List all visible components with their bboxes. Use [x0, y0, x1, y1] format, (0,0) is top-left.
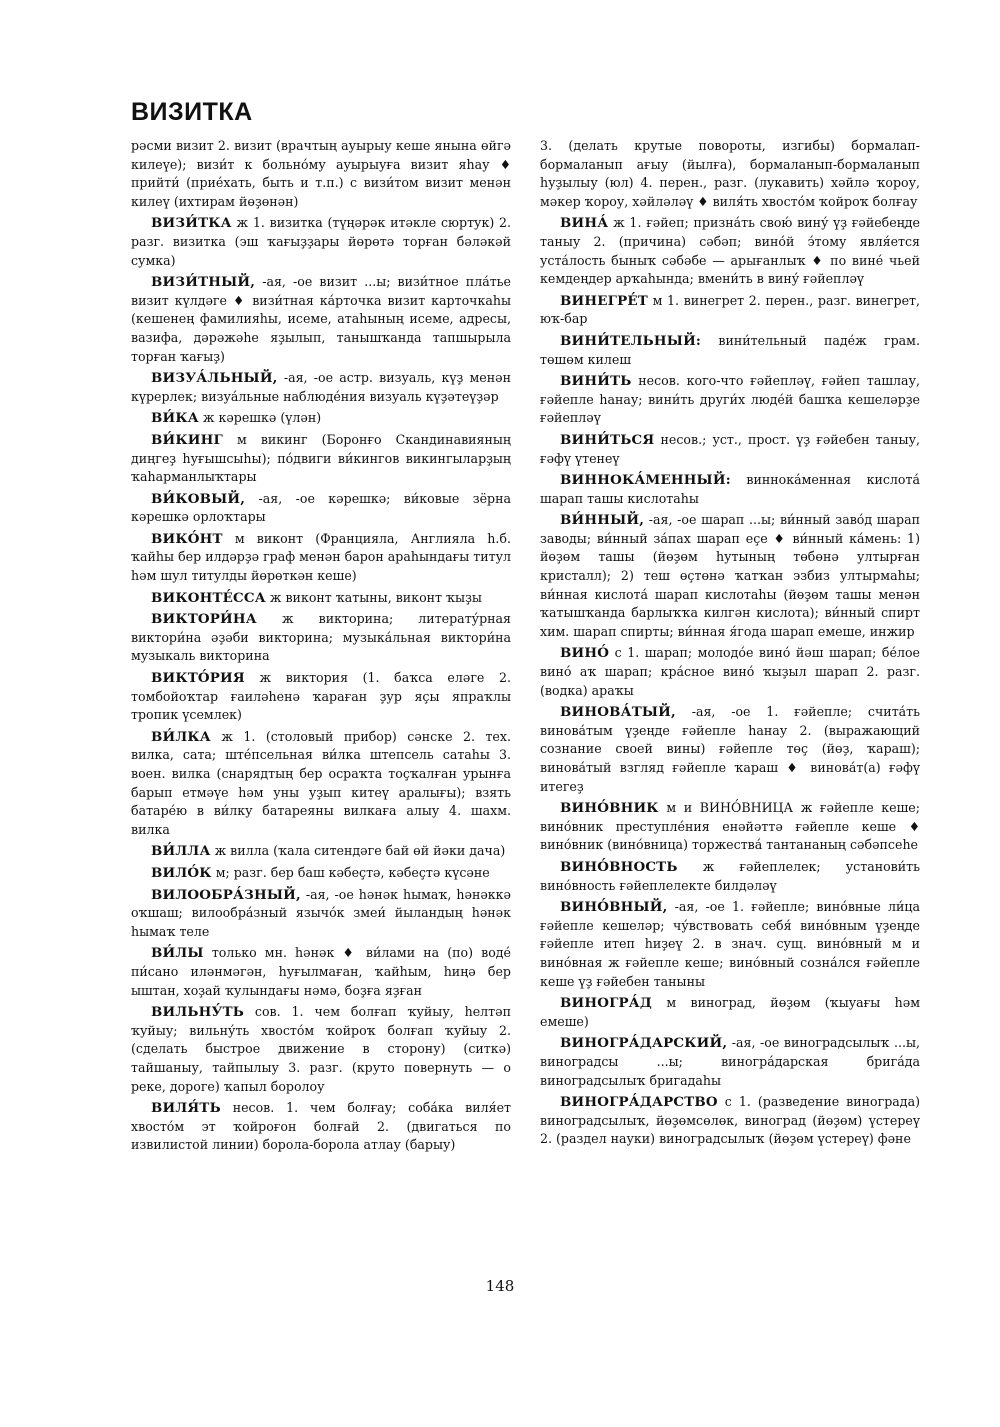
- entry-headword: ВИНИ́ТЕЛЬНЫЙ:: [560, 332, 702, 349]
- dictionary-entry: [131, 490, 511, 527]
- entry-headword: ВИНЕГРЕ́Т: [560, 292, 648, 309]
- entry-definition: м виноград, йөҙөм (ҡыуағы һәм емеше): [540, 995, 920, 1029]
- entry-headword: ВИКО́НТ: [151, 530, 223, 547]
- dictionary-entry: [540, 292, 920, 329]
- entry-definition: виннока́менная кислота́ шарап ташы кислотаһы: [540, 472, 920, 506]
- dictionary-entry: [540, 898, 920, 991]
- dictionary-entry: [131, 610, 511, 666]
- dictionary-entry: [131, 864, 511, 883]
- entry-definition: 3. (делать крутые повороты, изгибы) бормалап-бормаланып ағыу (йылға), бормаланып-бормаланып һуҙылыу (юл) 4. перен., разг. (лукавить) хәйлә ҡороу, мәкер ҡороу, хәйләләү ♦ виля́ть хвосто́м ҡойроҡ болғау: [540, 138, 920, 209]
- entry-definition: м; разг. бер баш кәбеҫтә, кәбеҫтә күсәне: [215, 864, 490, 880]
- entry-definition: ж 1. ғәйеп; призна́ть свою́ вину́ үҙ ғәйебеңде таныу 2. (причина) сәбәп; вино́й э́тому явля́ется уста́лость быныҡ сәбәбе — арығанлыҡ ♦ по вине́ чьей кемдеңдер арҡаһында; вмени́ть в вину́ ғәйепләү: [540, 215, 920, 287]
- entry-headword: ВИ́КОВЫЙ,: [151, 490, 246, 507]
- dictionary-entry: [131, 886, 511, 942]
- dictionary-entry: [131, 369, 511, 406]
- dictionary-entry: [131, 1003, 511, 1096]
- entry-definition: -ая, -ое визит ...ы; визи́тное пла́тье визит күлдәге ♦ визи́тная ка́рточка визит карточкаһы (кешенең фамилияһы, исеме, атаһының исеме, адресы, вазифа, дәрәжәһе яҙылып, танышҡанда тапшырыла торған ҡағыҙ): [131, 274, 511, 364]
- dictionary-entry: [131, 530, 511, 586]
- entry-definition: -ая, -ое шарап ...ы; ви́нный заво́д шарап заводы; ви́нный за́пах шарап еҫе ♦ ви́нный ка́мень: 1) йөҙөм ташы (йөҙөм һутының төбөнә ултырған кристалл); 2) теш өҫтөнә ҡатҡан эзбиз ултырмаһы; ви́нная кислота́ шарап кислотаһы (йөҙөм ташы менән ҡатышҡанда барлыҡҡа килгән кислота); ви́нный спирт хим. шарап спирты; ви́нная я́года шарап емеше, инжир: [540, 512, 920, 639]
- entry-headword: ВИНО́ВНИК: [560, 800, 659, 817]
- entry-headword: ВИНОГРА́ДАРСКИЙ,: [560, 1035, 728, 1052]
- entry-headword: ВИЛЬНУ́ТЬ: [151, 1004, 244, 1021]
- entry-headword: ВИКОНТЕ́ССА: [151, 589, 266, 606]
- entry-headword: ВИНОВА́ТЫЙ,: [560, 704, 676, 721]
- dictionary-entry: [131, 944, 511, 1000]
- dictionary-entry: [540, 511, 920, 641]
- entry-headword: ВИННОКА́МЕННЫЙ:: [560, 472, 731, 489]
- entry-headword: ВИ́КИНГ: [151, 431, 223, 448]
- entry-definition: ж виктория (1. баҡса еләге 2. томбойоҡтар ғаиләһенә ҡараған ҙур яҫы япраҡлы тропик үсемлек): [131, 670, 511, 723]
- entry-definition: несов.; уст., прост. үҙ ғәйебен таныу, ғәфү үтенеү: [540, 431, 920, 466]
- entry-definition: -ая, -ое кәрешкә; ви́ковые зёрна кәрешкә орлоҡтары: [131, 490, 511, 525]
- dictionary-entry: [540, 431, 920, 468]
- entry-headword: ВИЗИ́ТНЫЙ,: [151, 274, 256, 291]
- dictionary-entry: [131, 137, 511, 211]
- entry-headword: ВИ́КА: [151, 410, 199, 427]
- page-number: 148: [485, 1277, 515, 1295]
- entry-definition: м викинг (Боронғо Скандинавияның диңгеҙ һуғышсыһы); по́двиги ви́кингов викингыларҙың ҡаһарманлыҡтары: [131, 431, 511, 485]
- entry-headword: ВИЗУА́ЛЬНЫЙ,: [151, 370, 278, 387]
- dictionary-entry: [540, 137, 920, 211]
- entry-headword: ВИНО́: [560, 645, 610, 662]
- entry-headword: ВИЗИ́ТКА: [151, 215, 232, 232]
- entry-definition: с 1. шарап; молодо́е вино́ йәш шарап; бе́лое вино́ аҡ шарап; кра́сное вино́ ҡыҙыл шарап 2. разг. (водка) араҡы: [540, 645, 920, 698]
- entry-definition: ж ғәйеплелек; установи́ть вино́вность ғәйеплелекте билдәләү: [540, 858, 920, 893]
- entry-headword: ВИНО́ВНОСТЬ: [560, 858, 678, 875]
- dictionary-entry: [540, 644, 920, 700]
- entry-definition: несов. кого-что ғәйепләү, ғәйеп ташлау, ғәйепле һанау; вини́ть други́х люде́й башҡа кешеләрҙе ғәйепләү: [540, 373, 920, 426]
- entry-headword: ВИКТО́РИЯ: [151, 670, 245, 687]
- dictionary-entry: [131, 1099, 511, 1155]
- entry-headword: ВИНО́ВНЫЙ,: [560, 899, 668, 916]
- entry-definition: м виконт (Францияла, Англияла һ.б. ҡайһы бер илдәрҙә граф менән барон араһындағы титул һәм шул титулды йөрөткән кеше): [131, 530, 511, 584]
- dictionary-entry: [131, 409, 511, 428]
- entry-headword: ВИ́ННЫЙ,: [560, 512, 645, 529]
- entry-definition: с 1. (разведение винограда) виноградсылыҡ, йөҙөмсөлөк, виноград (йөҙөм) үстереү 2. (раздел науки) виноградсылыҡ (йөҙөм үстереү) фәне: [540, 1094, 920, 1147]
- right-column: [540, 137, 920, 1152]
- dictionary-entry: [540, 799, 920, 855]
- dictionary-entry: [540, 332, 920, 369]
- dictionary-entry: [131, 728, 511, 840]
- dictionary-entry: [131, 431, 511, 487]
- dictionary-entry: [131, 669, 511, 725]
- dictionary-entry: [540, 1034, 920, 1090]
- dictionary-entry: [540, 471, 920, 508]
- dictionary-entry: [131, 842, 511, 861]
- entry-definition: -ая, -ое виноградсылыҡ ...ы, виноградсы ...ы; виногра́дарская брига́да виноградсылыҡ бригадаһы: [540, 1035, 920, 1088]
- running-head: ВИЗИТКА: [131, 98, 253, 126]
- entry-definition: ж викторина; литерату́рная виктори́на әҙәби викторина; музыка́льная виктори́на музыкаль викторина: [131, 611, 511, 664]
- entry-definition: только мн. һәнәк ♦ ви́лами на (по) воде́ пи́сано иләнмәгән, һуғылмаған, ҡайһым, һиңә бер ыштан, хоҙай ҡулындағы нәмә, боҙға яҙған: [131, 945, 511, 998]
- entry-definition: ж 1. визитка (түңәрәк итәкле сюртук) 2. разг. визитка (эш ҡағыҙҙары йөрөтә торған бәләкәй сумка): [131, 215, 512, 268]
- dictionary-entry: [540, 1093, 920, 1149]
- entry-headword: ВИ́ЛЫ: [151, 945, 204, 962]
- entry-definition: ж кәрешкә (үлән): [202, 410, 322, 426]
- entry-definition: несов. 1. чем болғау; соба́ка виля́ет хвосто́м эт ҡойроғон болғай 2. (двигаться по извилистой линии) борола-борола атлау (барыу): [131, 1100, 511, 1153]
- entry-definition: вини́тельный паде́ж грам. төшөм килеш: [540, 332, 920, 367]
- entry-definition: м и ВИНО́ВНИЦА ж ғәйепле кеше; вино́вник преступле́ния енәйәттә ғәйепле кеше ♦ вино́вник (вино́вница) торжества́ тантананың сәбәпсеһе: [540, 800, 920, 853]
- entry-definition: ж 1. (столовый прибор) сәнске 2. тех. вилка, сата; ште́псельная ви́лка штепсель сатаһы 3. воен. вилка (снарядтың бер осраҡта тоҫҡалған урынға барып етмәүе һәм уны уҙып китеү аралығы); взять батаре́ю в ви́лку батареяны вилкаға алыу 4. шахм. вилка: [131, 728, 511, 837]
- entry-definition: сов. 1. чем болғап ҡуйыу, һелтәп ҡуйыу; вильну́ть хвосто́м ҡойроҡ болғап ҡуйыу 2. (сделать быстрое движение в сторону) (ситкә) тайшаныу, тайпылыу 3. разг. (круто повернуть — о реке, дороге) ҡапыл боролоу: [131, 1004, 511, 1094]
- entry-headword: ВИНИ́ТЬ: [560, 373, 632, 390]
- entry-definition: ж вилла (ҡала ситендәге бай өй йәки дача): [214, 843, 506, 859]
- entry-headword: ВИ́ЛКА: [151, 728, 211, 745]
- entry-definition: ж виконт ҡатыны, виконт ҡыҙы: [269, 589, 482, 605]
- dictionary-entry: [540, 372, 920, 428]
- entry-headword: ВИНОГРА́Д: [560, 995, 653, 1012]
- entry-definition: рәсми визит 2. визит (врачтың ауырыу кеше янына өйгә килеүе); визи́т к больно́му ауырыуға визит яһау ♦ прийти́ (прие́хать, быть и т.п.) с визи́том визит менән килеү (ихтирам йөҙөнән): [131, 138, 511, 209]
- dictionary-entry: [131, 214, 511, 270]
- entry-headword: ВИЛООБРА́ЗНЫЙ,: [151, 886, 301, 903]
- entry-headword: ВИНА́: [560, 215, 609, 232]
- entry-headword: ВИКТОРИ́НА: [151, 611, 257, 628]
- entry-definition: м 1. винегрет 2. перен., разг. винегрет, юҡ-бар: [540, 292, 920, 327]
- entry-headword: ВИНИ́ТЬСЯ: [560, 431, 655, 448]
- dictionary-entry: [540, 214, 920, 288]
- entry-definition: -ая, -ое һәнәк һымаҡ, һәнәккә оҡшаш; вилообра́зный язычо́к змеи́ йыландың һәнәк һымаҡ теле: [131, 886, 511, 939]
- dictionary-entry: [540, 703, 920, 796]
- dictionary-entry: [131, 589, 511, 608]
- entry-headword: ВИЛЯ́ТЬ: [151, 1100, 221, 1117]
- entry-definition: -ая, -ое астр. визуаль, күҙ менән күрерлек; визуа́льные наблюде́ния визуаль күҙәтеүҙәр: [131, 370, 511, 404]
- dictionary-entry: [540, 858, 920, 895]
- entry-headword: ВИНОГРА́ДАРСТВО: [560, 1094, 718, 1111]
- entry-definition: -ая, -ое 1. ғәйепле; счита́ть винова́тым үҙеңде ғәйепле һанау 2. (выражающий сознание своей вины) ғәйепле төҫ (йөҙ, ҡараш); винова́тый взгляд ғәйепле ҡараш ♦ винова́т(а) ғәфү итегеҙ: [540, 704, 920, 794]
- dictionary-entry: [540, 994, 920, 1031]
- entry-headword: ВИ́ЛЛА: [151, 843, 211, 860]
- left-column: [131, 137, 511, 1158]
- entry-headword: ВИЛО́К: [151, 864, 212, 881]
- entry-definition: -ая, -ое 1. ғәйепле; вино́вные ли́ца ғәйепле кешеләр; чу́вствовать себя́ вино́вным үҙеңде ғәйепле итеп һиҙеү 2. в знач. сущ. вино́вный м и вино́вная ж ғәйепле кеше; вино́вный созна́лся ғәйепле кеше үҙ ғәйебен таныны: [540, 899, 920, 989]
- dictionary-entry: [131, 273, 511, 366]
